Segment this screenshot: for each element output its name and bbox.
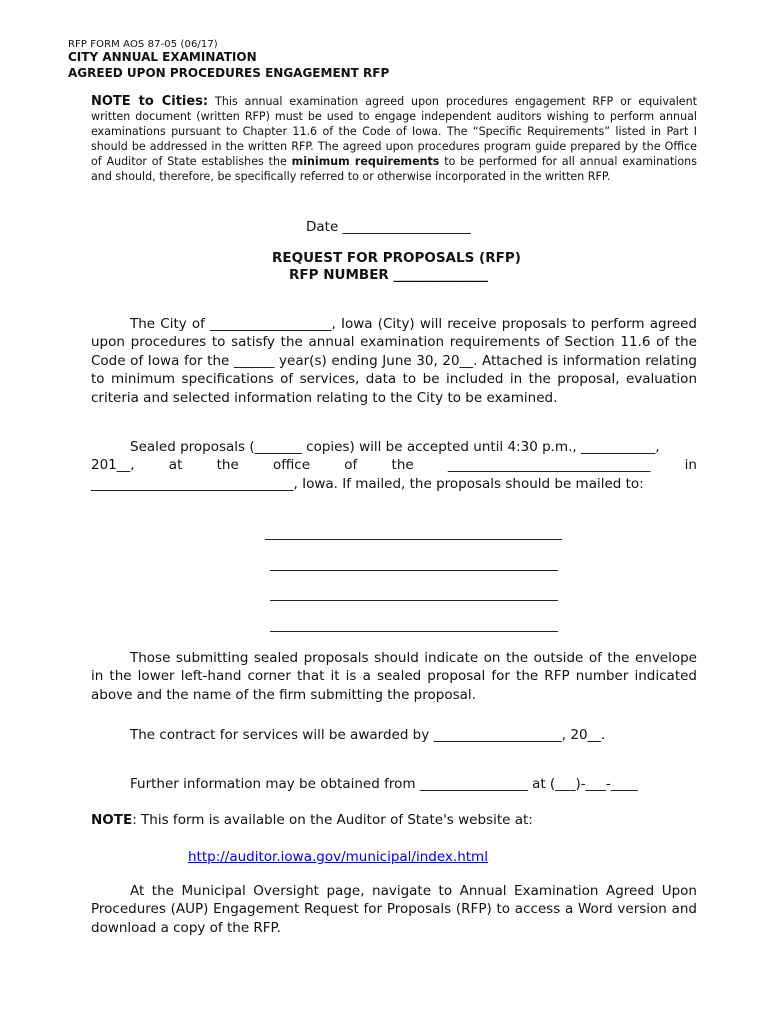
sealed-proposals-word: office (273, 457, 311, 474)
document-title-line1: CITY ANNUAL EXAMINATION (68, 50, 257, 64)
mailing-address-line (265, 539, 562, 540)
sealed-proposals-word: at (168, 457, 183, 474)
note-to-cities-text-after: to be performed for all annual examinations and should, therefore, be specifically referred to or otherwise incorporated in the written RFP. (91, 155, 697, 183)
note-to-cities-text-before: This annual examination agreed upon procedures engagement RFP or equivalent written document (written RFP) must be used to engage independent auditors wishing to perform annual examinations pursuant to Chapter 11.6 of the Code of Iowa. The “Specific Requirements” listed in Part I should be addressed in the written RFP. The agreed upon procedures program guide prepared by the Office of Auditor of State establishes the (91, 95, 698, 168)
sealed-proposals-word: in (684, 457, 697, 474)
note-to-cities-label: NOTE to Cities: (91, 94, 209, 109)
paragraph-sealed-proposals (91, 438, 697, 493)
sealed-proposals-line1: Sealed proposals (_______ copies) will be accepted until 4:30 p.m., ___________, (130, 439, 660, 455)
contract-award-line: The contract for services will be awarded by ___________________, 20__. (130, 727, 606, 743)
paragraph-city-proposals (91, 315, 697, 407)
paragraph-envelope-instructions-text: Those submitting sealed proposals should indicate on the outside of the envelope in the lower left-hand corner that it is a sealed proposal for the RFP number indicated above and the name of the firm submitting the proposal. (91, 650, 697, 703)
rfp-number: RFP NUMBER ______________ (289, 267, 489, 283)
further-info-line: Further information may be obtained from ________________ at (___)-___-____ (130, 776, 638, 792)
paragraph-download-instructions-text: At the Municipal Oversight page, navigate to Annual Examination Agreed Upon Procedures (AUP) Engagement Request for Proposals (RFP) to access a Word version and download a copy of the RFP. (91, 883, 697, 936)
paragraph-download-instructions (91, 882, 697, 937)
sealed-proposals-word: 201__, (91, 457, 135, 474)
mailing-address-line (270, 600, 558, 601)
rfp-title: REQUEST FOR PROPOSALS (RFP) (272, 250, 521, 266)
sealed-proposals-word: ______________________________ (447, 457, 651, 474)
website-note-text: : This form is available on the Auditor of State's website at: (132, 812, 533, 828)
note-to-cities-bold-text: minimum requirements (291, 155, 440, 168)
mailing-address-line (270, 631, 558, 632)
paragraph-city-proposals-text: The City of __________________, Iowa (City) will receive proposals to perform agreed upon procedures to satisfy the annual examination requirements of Section 11.6 of the Code of Iowa for the ______ year(s) ending June 30, 20__. Attached is information relating to minimum specifications of services, data to be included in the proposal, evaluation criteria and selected information relating to the City to be examined. (91, 316, 697, 406)
document-title-line2: AGREED UPON PROCEDURES ENGAGEMENT RFP (68, 66, 390, 80)
sealed-proposals-line3: ______________________________, Iowa. If mailed, the proposals should be mailed to: (91, 475, 644, 492)
mailing-address-line (270, 570, 558, 571)
sealed-proposals-line2 (91, 456, 697, 474)
note-to-cities (91, 94, 697, 184)
sealed-proposals-word: the (391, 457, 414, 474)
sealed-proposals-word: the (216, 457, 239, 474)
form-number: RFP FORM AOS 87-05 (06/17) (68, 39, 218, 50)
date-line: Date ___________________ (306, 219, 471, 235)
website-note (91, 812, 533, 828)
website-note-label: NOTE (91, 812, 133, 828)
auditor-website-link[interactable]: http://auditor.iowa.gov/municipal/index.html (188, 849, 488, 865)
sealed-proposals-word: of (344, 457, 358, 474)
paragraph-envelope-instructions (91, 649, 697, 704)
